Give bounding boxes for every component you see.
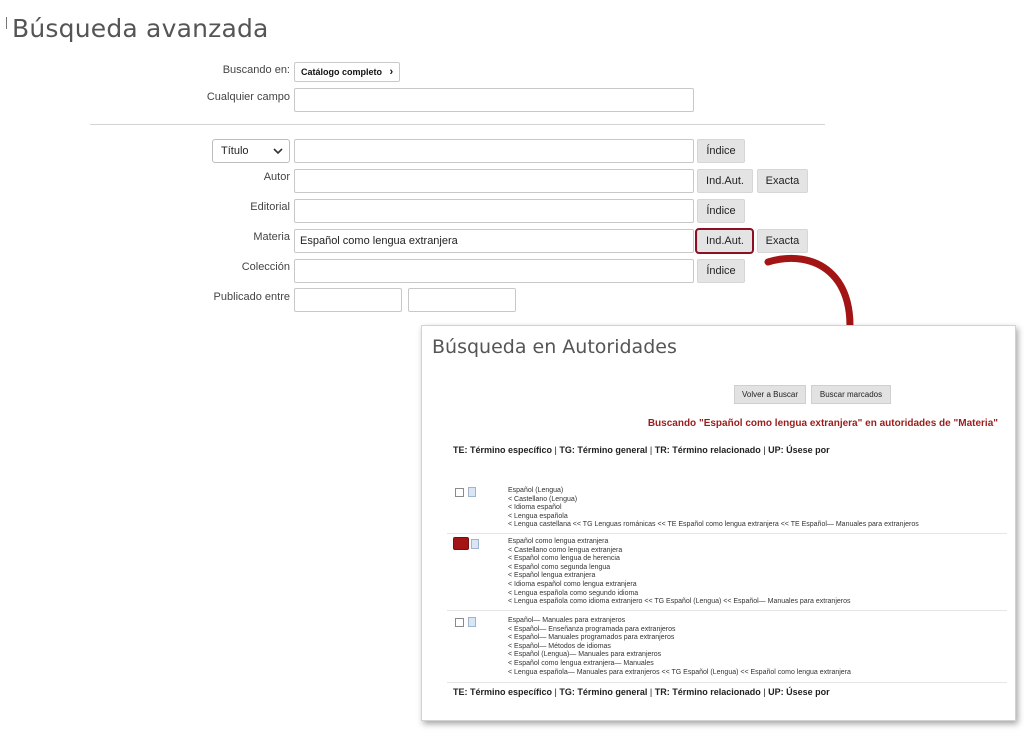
author-input[interactable]	[294, 169, 694, 193]
back-to-search-button[interactable]: Volver a Buscar	[734, 385, 806, 404]
authority-entry	[508, 487, 919, 530]
entry-checkbox[interactable]	[455, 618, 464, 627]
entry-checkbox[interactable]	[455, 488, 464, 497]
page-title: Búsqueda avanzada	[12, 14, 269, 43]
publisher-label: Editorial	[250, 201, 290, 213]
legend-tr: TR: Término relacionado	[654, 687, 761, 697]
title-index-button[interactable]: Índice	[697, 139, 745, 163]
published-to-input[interactable]	[408, 288, 516, 312]
divider	[90, 124, 825, 125]
scope-button-label: Catálogo completo	[301, 67, 383, 77]
highlight-box	[695, 228, 754, 254]
collection-input[interactable]	[294, 259, 694, 283]
row-divider	[447, 610, 1007, 611]
published-from-input[interactable]	[294, 288, 402, 312]
chevron-down-icon	[273, 148, 283, 155]
entry-line: < Español— Métodos de idiomas	[508, 642, 611, 650]
title-input[interactable]	[294, 139, 694, 163]
document-icon[interactable]	[468, 487, 476, 497]
entry-line: < Español lengua extranjera	[508, 572, 596, 580]
entry-line: < Lengua española	[508, 512, 568, 520]
entry-line: < Lengua española como segundo idioma	[508, 589, 639, 597]
authority-search-panel	[421, 325, 1016, 721]
entry-line: < Español como lengua extranjera— Manuales	[508, 659, 654, 667]
document-icon[interactable]	[471, 539, 479, 549]
any-field-input[interactable]	[294, 88, 694, 112]
entry-line: < Castellano como lengua extranjera	[508, 546, 623, 554]
publisher-index-button[interactable]: Índice	[697, 199, 745, 223]
document-icon[interactable]	[468, 617, 476, 627]
publisher-input[interactable]	[294, 199, 694, 223]
entry-line: < Español como lengua de herencia	[508, 555, 620, 563]
text-cursor	[6, 17, 7, 29]
subject-input[interactable]: Español como lengua extranjera	[294, 229, 694, 253]
entry-line: < Español— Manuales programados para extranjeros	[508, 634, 675, 642]
any-field-label: Cualquier campo	[206, 91, 290, 103]
entry-line: < Lengua española como idioma extranjero << TG Español (Lengua) << Español— Manuales para extranjeros	[508, 598, 851, 606]
author-label: Autor	[263, 171, 290, 183]
collection-label: Colección	[241, 261, 290, 273]
entry-checkbox-checked[interactable]	[453, 537, 469, 550]
collection-index-button[interactable]: Índice	[697, 259, 745, 283]
legend-top: TE: Término específico | TG: Término general | TR: Término relacionado | UP: Úsese por	[453, 445, 830, 455]
scope-label: Buscando en:	[222, 64, 290, 76]
subject-exact-button[interactable]: Exacta	[757, 229, 808, 253]
entry-line: < Español (Lengua)— Manuales para extranjeros	[508, 651, 662, 659]
published-between-label: Publicado entre	[213, 291, 290, 303]
search-status: Buscando "Español como lengua extranjera" en autoridades de "Materia"	[647, 418, 998, 429]
author-authority-index-button[interactable]: Ind.Aut.	[697, 169, 753, 193]
subject-authority-index-button[interactable]: Ind.Aut.	[697, 229, 753, 253]
scope-button[interactable]	[294, 62, 400, 82]
legend-tg: TG: Término general	[559, 445, 648, 455]
entry-line: < Lengua española— Manuales para extranjeros << TG Español (Lengua) << Español como lengua extranjera	[508, 668, 851, 676]
entry-term[interactable]: Español— Manuales para extranjeros	[508, 617, 626, 624]
entry-line: < Lengua castellana << TG Lenguas románicas << TE Español como lengua extranjera << TE Español— Manuales para extranjeros	[508, 521, 919, 529]
entry-term[interactable]: Español como lengua extranjera	[508, 538, 609, 545]
legend-up: UP: Úsese por	[768, 687, 830, 697]
legend-tr: TR: Término relacionado	[654, 445, 761, 455]
legend-tg: TG: Término general	[559, 687, 648, 697]
legend-bottom: TE: Término específico | TG: Término general | TR: Término relacionado | UP: Úsese por	[453, 687, 830, 697]
panel-title: Búsqueda en Autoridades	[432, 336, 677, 358]
entry-line: < Español como segunda lengua	[508, 563, 611, 571]
legend-up: UP: Úsese por	[768, 445, 830, 455]
entry-term[interactable]: Español (Lengua)	[508, 487, 564, 494]
entry-line: < Español— Enseñanza programada para extranjeros	[508, 625, 676, 633]
field-type-value: Título	[221, 145, 249, 157]
entry-line: < Castellano (Lengua)	[508, 495, 578, 503]
row-divider	[447, 533, 1007, 534]
entry-line: < Idioma español como lengua extranjera	[508, 580, 637, 588]
entry-line: < Idioma español	[508, 504, 562, 512]
legend-te: TE: Término específico	[453, 687, 553, 697]
authority-entry	[508, 617, 851, 677]
subject-label: Materia	[253, 231, 290, 243]
legend-te: TE: Término específico	[453, 445, 553, 455]
chevron-right-icon: ›	[389, 66, 394, 78]
row-divider	[447, 682, 1007, 683]
search-marked-button[interactable]: Buscar marcados	[811, 385, 891, 404]
author-exact-button[interactable]: Exacta	[757, 169, 808, 193]
authority-entry	[508, 538, 851, 607]
field-type-select[interactable]	[212, 139, 290, 163]
